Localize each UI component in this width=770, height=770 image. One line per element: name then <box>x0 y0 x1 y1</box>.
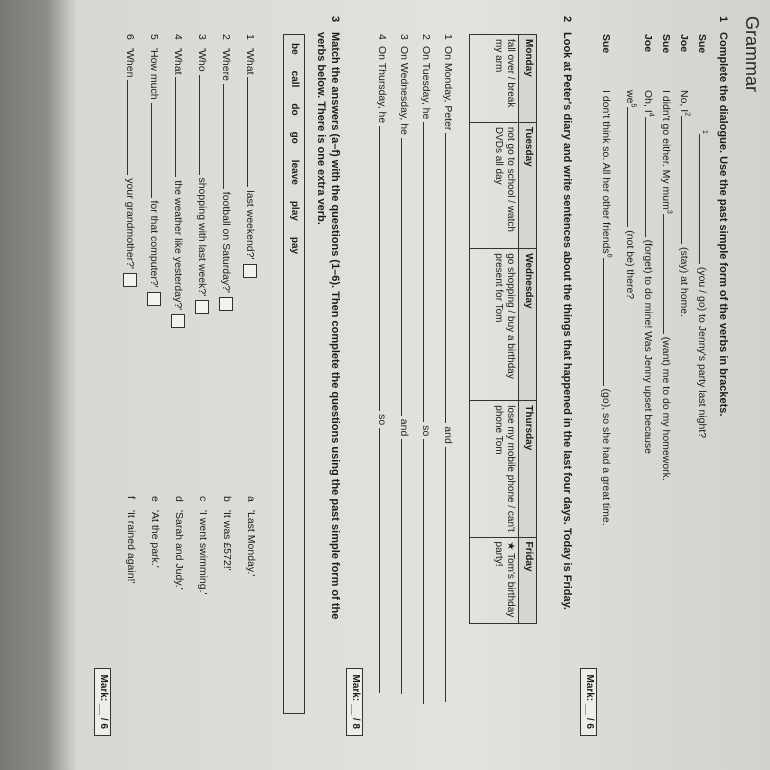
answer-blank[interactable] <box>379 428 389 693</box>
dialogue-line: JoeNo, $I^2$ (stay) at home. <box>678 34 691 318</box>
sentence-line: 3On Wednesday, he and <box>397 34 411 694</box>
question-line: 2'Where football on Saturday?' <box>219 34 233 311</box>
worksheet-page <box>51 16 763 756</box>
speaker-name: Sue <box>696 34 708 54</box>
dialogue-line: JoeOh, $I^4$ (forget) to do mine! Was Jenny upset because <box>642 34 655 454</box>
sentence-line: 2On Tuesday, he so <box>419 34 433 704</box>
diary-cell: fall over / break my arm <box>470 35 519 123</box>
sentence-line: 1On Monday, Peter and <box>441 34 455 702</box>
speaker-name: Joe <box>678 34 690 53</box>
speaker-name: Joe <box>642 34 654 53</box>
dialogue-line: SueI don't think so. All her other friends$^6$ (go), so she had a great time. <box>600 34 613 526</box>
sentence-line: 4On Thursday, he so <box>375 34 389 693</box>
mark-box: Mark: __ / 6 <box>581 668 598 736</box>
answer-blank[interactable] <box>663 214 673 334</box>
exercise-2-heading <box>559 16 573 736</box>
diary-header: Friday <box>519 537 537 623</box>
exercise-1 <box>584 16 729 736</box>
answer-option: b'It was £572!' <box>221 496 233 571</box>
verb-word: call <box>289 70 301 88</box>
answer-option: a'Last Monday.' <box>245 496 257 577</box>
answer-option: d'Sarah and Judy.' <box>173 496 185 590</box>
answer-blank[interactable] <box>401 439 411 694</box>
answer-checkbox[interactable] <box>147 292 161 306</box>
exercise-number: 1 <box>717 16 729 23</box>
diary-header: Tuesday <box>519 122 537 248</box>
answer-blank[interactable] <box>423 122 433 422</box>
verb-word: leave <box>289 159 301 185</box>
speaker-name: Sue <box>600 34 612 54</box>
diary-table <box>470 34 538 624</box>
answer-blank[interactable] <box>223 84 233 189</box>
question-line: 3'Who shopping with last week?' <box>195 34 209 314</box>
answer-blank[interactable] <box>681 116 691 244</box>
diary-header: Thursday <box>519 401 537 537</box>
answer-checkbox[interactable] <box>195 300 209 314</box>
answer-option: c'I went swimming.' <box>197 496 209 595</box>
verb-word: play <box>289 200 301 221</box>
page-title: Grammar <box>742 16 762 92</box>
question-line: 5'How much for that computer?' <box>147 34 161 306</box>
speaker-name: Sue <box>660 34 672 54</box>
question-line: 1'What last weekend?' <box>243 34 257 278</box>
answer-checkbox[interactable] <box>219 297 233 311</box>
question-line: 6'When your grandmother?' <box>123 34 137 287</box>
diary-header: Monday <box>519 35 537 123</box>
verb-word: go <box>289 131 301 144</box>
exercise-instruction: Look at Peter's diary and write sentences about the things that happened in the last four days. Today is Friday. <box>561 32 573 610</box>
exercise-number: 3 <box>329 16 341 23</box>
answer-option: e'At the park.' <box>149 496 161 568</box>
answer-blank[interactable] <box>379 126 389 411</box>
exercise-3 <box>98 16 342 736</box>
answer-blank[interactable] <box>127 80 137 175</box>
exercise-instruction: Complete the dialogue. Use the past simple form of the verbs in brackets. <box>717 32 729 417</box>
mark-box: Mark: __ / 6 <box>95 668 112 736</box>
exercise-3-heading <box>314 16 342 736</box>
answer-blank[interactable] <box>401 138 411 416</box>
dialogue-line: $we^5$ (not be) there? <box>624 90 637 300</box>
diary-cell: ★ Tom's birthday party! <box>470 537 519 623</box>
answer-blank[interactable] <box>603 258 613 386</box>
answer-option: f'It rained again!' <box>125 496 137 584</box>
answer-blank[interactable] <box>645 117 655 237</box>
verb-box <box>283 34 305 714</box>
diary-cell: lose my mobile phone / can't phone Tom <box>470 401 519 537</box>
answer-blank[interactable] <box>423 439 433 704</box>
answer-blank[interactable] <box>627 107 637 227</box>
answer-blank[interactable] <box>445 447 455 702</box>
diary-header: Wednesday <box>519 249 537 401</box>
answer-blank[interactable] <box>699 134 709 264</box>
mark-box: Mark: __ / 8 <box>347 668 364 736</box>
answer-checkbox[interactable] <box>171 314 185 328</box>
answer-blank[interactable] <box>247 77 257 187</box>
answer-checkbox[interactable] <box>243 264 257 278</box>
answer-checkbox[interactable] <box>123 273 137 287</box>
dialogue-line: Sue$^1$ (you / go) to Jenny's party last night? <box>696 34 709 439</box>
verb-word: pay <box>289 236 301 255</box>
verb-word: do <box>289 103 301 116</box>
dialogue-line: SueI didn't go either. My mum$^3$ (want) me to do my homework. <box>660 34 673 481</box>
exercise-instruction: Match the answers (a–f) with the questions (1–6). Then complete the questions using the past simple form of the verbs below. There is one extra verb. <box>315 32 341 620</box>
exercise-number: 2 <box>561 16 573 23</box>
diary-cell: go shopping / buy a birthday present for Tom <box>470 249 519 401</box>
answer-blank[interactable] <box>199 75 209 175</box>
answer-blank[interactable] <box>151 103 161 198</box>
answer-blank[interactable] <box>445 133 455 423</box>
diary-cell: not go to school / watch DVDs all day <box>470 122 519 248</box>
verb-word: be <box>289 43 301 55</box>
exercise-2 <box>350 16 573 736</box>
answer-blank[interactable] <box>175 77 185 177</box>
question-line: 4'What the weather like yesterday?' <box>171 34 185 328</box>
exercise-1-heading <box>715 16 729 736</box>
